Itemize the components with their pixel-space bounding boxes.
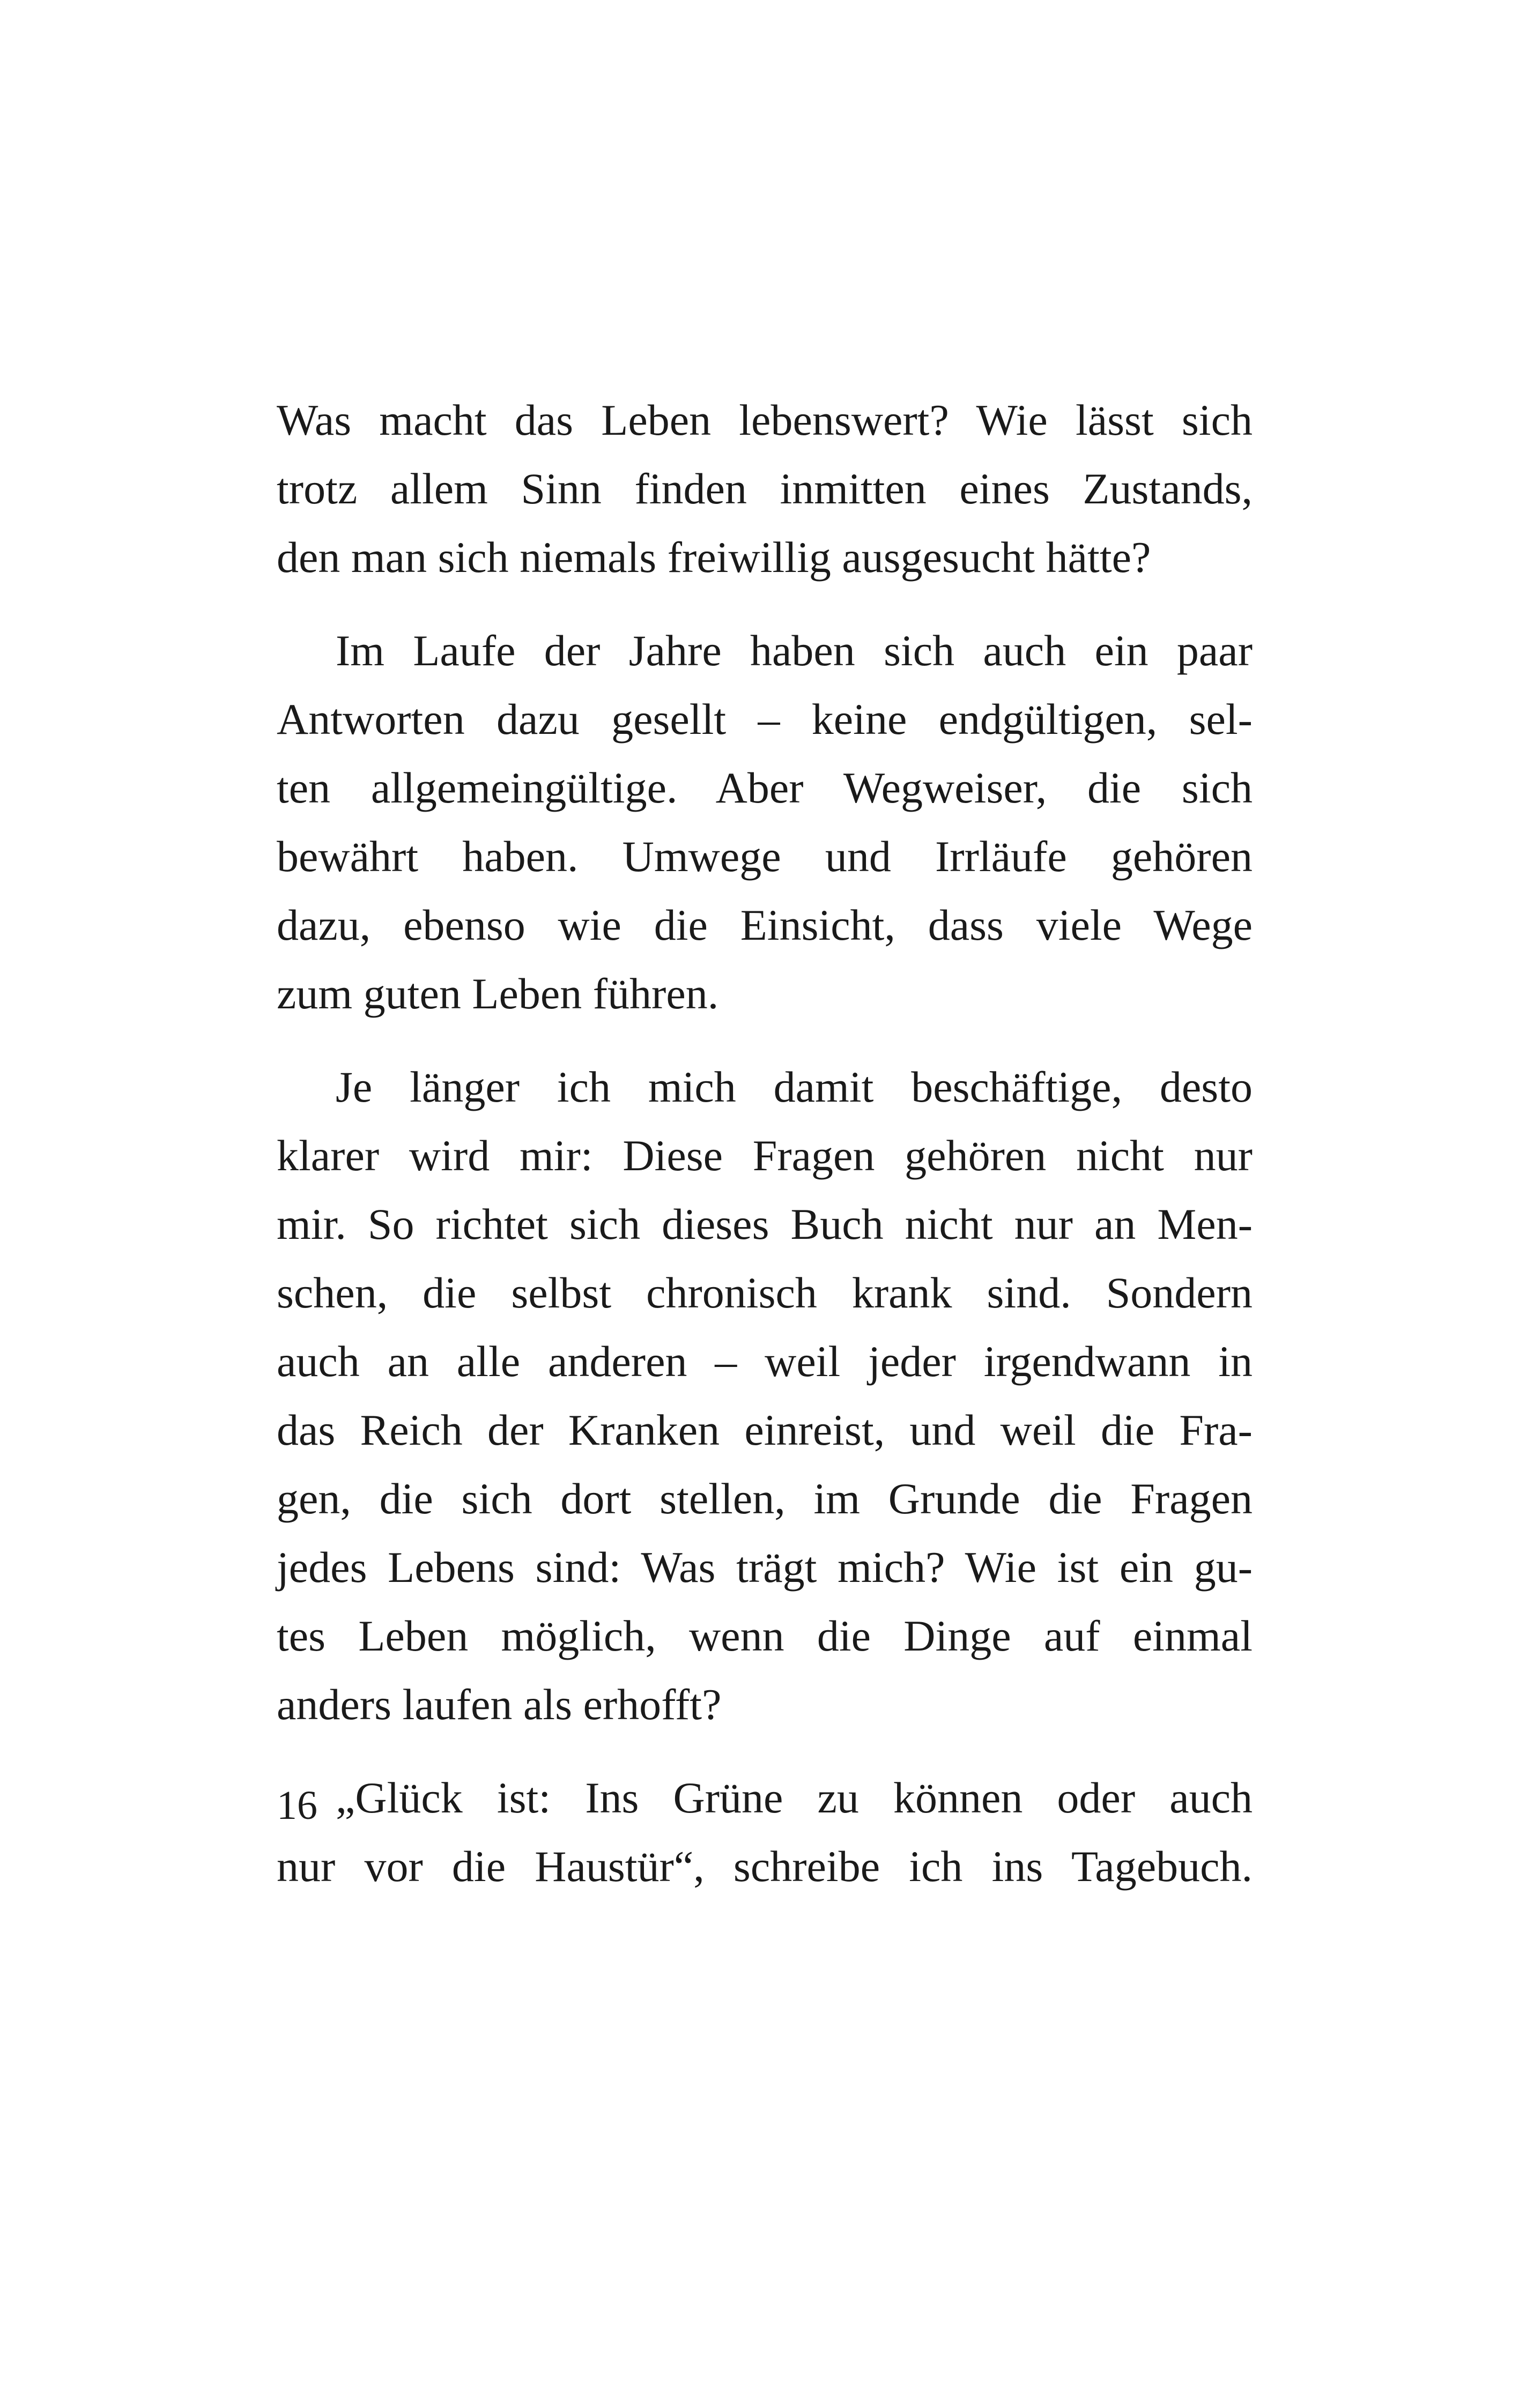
text-line: jedes Lebens sind: Was trägt mich? Wie ist ein gu-: [277, 1543, 1253, 1592]
body-text: [277, 386, 1253, 1901]
text-line: nur vor die Haustür“, schreibe ich ins Tagebuch.: [277, 1842, 1253, 1891]
paragraph-2: [277, 616, 1253, 1028]
text-line: Antworten dazu gesellt – keine endgültigen, sel-: [277, 695, 1253, 744]
text-line: dazu, ebenso wie die Einsicht, dass viele Wege: [277, 901, 1253, 949]
text-line: ten allgemeingültige. Aber Wegweiser, die sich: [277, 763, 1253, 812]
text-line: Was macht das Leben lebenswert? Wie lässt sich: [277, 396, 1253, 444]
text-line: trotz allem Sinn finden inmitten eines Zustands,: [277, 464, 1253, 513]
text-line: „Glück ist: Ins Grüne zu können oder auch: [336, 1773, 1253, 1822]
text-line: zum guten Leben führen.: [277, 969, 719, 1018]
text-line: das Reich der Kranken einreist, und weil die Fra-: [277, 1406, 1253, 1454]
text-line: Im Laufe der Jahre haben sich auch ein paar: [336, 626, 1253, 675]
text-line: gen, die sich dort stellen, im Grunde die Fragen: [277, 1474, 1253, 1523]
text-line: auch an alle anderen – weil jeder irgendwann in: [277, 1337, 1253, 1386]
paragraph-4: [277, 1764, 1253, 1901]
text-line: bewährt haben. Umwege und Irrläufe gehören: [277, 832, 1253, 881]
text-line: klarer wird mir: Diese Fragen gehören nicht nur: [277, 1131, 1253, 1180]
text-line: schen, die selbst chronisch krank sind. Sondern: [277, 1268, 1253, 1317]
text-line: tes Leben möglich, wenn die Dinge auf einmal: [277, 1611, 1253, 1660]
text-line: anders laufen als erhofft?: [277, 1680, 722, 1729]
paragraph-1: [277, 386, 1253, 592]
text-line: mir. So richtet sich dieses Buch nicht nur an Men-: [277, 1200, 1253, 1248]
paragraph-3: [277, 1053, 1253, 1739]
text-line: den man sich niemals freiwillig ausgesucht hätte?: [277, 533, 1151, 582]
page-number: 16: [277, 1783, 317, 1828]
text-line: Je länger ich mich damit beschäftige, desto: [336, 1062, 1253, 1111]
